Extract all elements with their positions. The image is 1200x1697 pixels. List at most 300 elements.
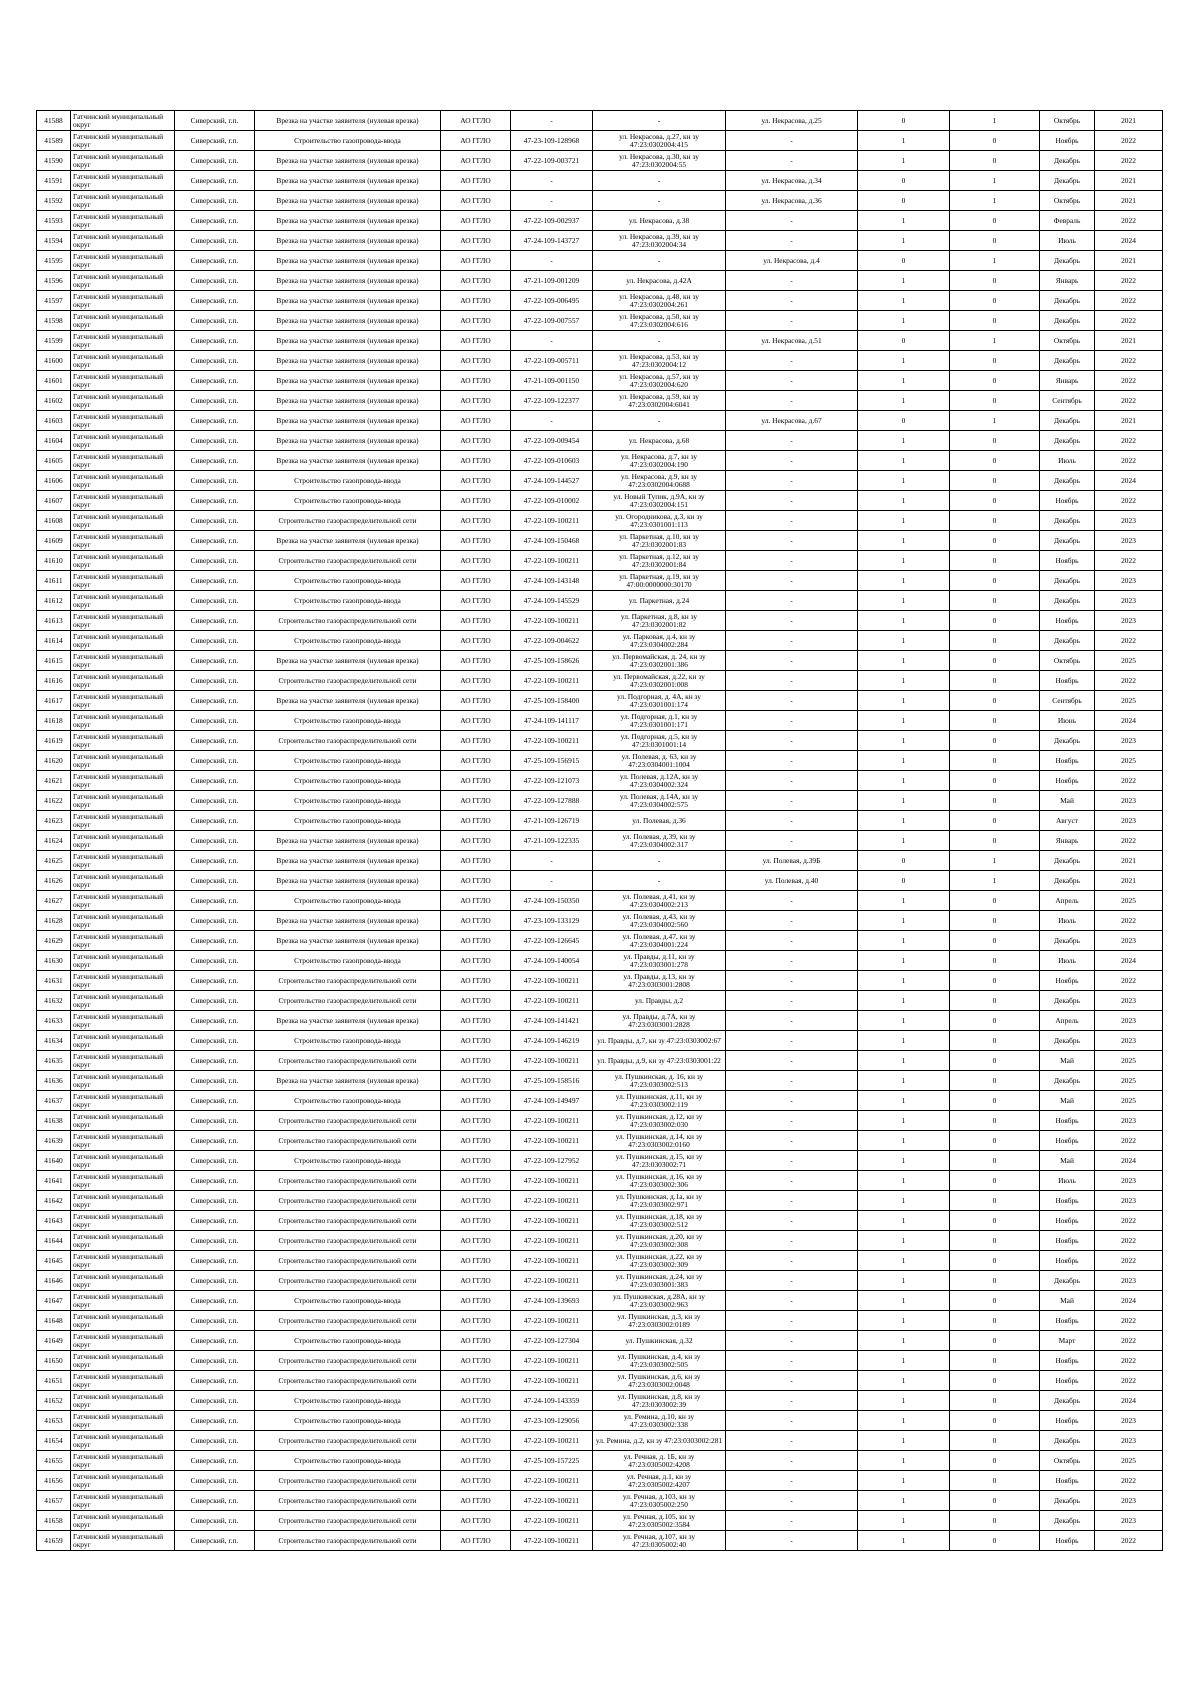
application-number-cell: 47-22-109-127888 xyxy=(511,791,593,811)
address-cell: - xyxy=(726,151,858,171)
address-cell: ул. Некрасова, д.51 xyxy=(726,331,858,351)
row-number-cell: 41643 xyxy=(37,1211,71,1231)
month-cell: Июль xyxy=(1040,451,1095,471)
address-cell: - xyxy=(726,791,858,811)
organization-cell: АО ГГЛО xyxy=(441,611,511,631)
zero-tap-count-cell: 0 xyxy=(950,1451,1040,1471)
settlement-cell: Сиверский, г.п. xyxy=(175,891,255,911)
settlement-cell: Сиверский, г.п. xyxy=(175,191,255,211)
address-cell: ул. Некрасова, д.25 xyxy=(726,111,858,131)
application-number-cell: 47-25-109-158516 xyxy=(511,1071,593,1091)
quantity-cell: 1 xyxy=(858,391,950,411)
zero-tap-count-cell: 0 xyxy=(950,531,1040,551)
quantity-cell: 1 xyxy=(858,591,950,611)
zero-tap-count-cell: 0 xyxy=(950,1271,1040,1291)
cadastral-address-cell: ул. Первомайская, д. 24, кн зу 47:23:0302001:386 xyxy=(593,651,726,671)
district-cell: Гатчинский муниципальный округ xyxy=(71,631,175,651)
row-number-cell: 41633 xyxy=(37,1011,71,1031)
quantity-cell: 1 xyxy=(858,991,950,1011)
row-number-cell: 41642 xyxy=(37,1191,71,1211)
district-cell: Гатчинский муниципальный округ xyxy=(71,1171,175,1191)
month-cell: Август xyxy=(1040,811,1095,831)
month-cell: Июнь xyxy=(1040,711,1095,731)
settlement-cell: Сиверский, г.п. xyxy=(175,1011,255,1031)
settlement-cell: Сиверский, г.п. xyxy=(175,911,255,931)
year-cell: 2022 xyxy=(1095,911,1163,931)
year-cell: 2023 xyxy=(1095,1511,1163,1531)
table-row xyxy=(37,1191,1163,1211)
table-row xyxy=(37,1211,1163,1231)
year-cell: 2022 xyxy=(1095,391,1163,411)
district-cell: Гатчинский муниципальный округ xyxy=(71,1091,175,1111)
year-cell: 2024 xyxy=(1095,471,1163,491)
address-cell: - xyxy=(726,1071,858,1091)
table-row xyxy=(37,751,1163,771)
quantity-cell: 1 xyxy=(858,1351,950,1371)
zero-tap-count-cell: 0 xyxy=(950,431,1040,451)
settlement-cell: Сиверский, г.п. xyxy=(175,1491,255,1511)
year-cell: 2022 xyxy=(1095,1531,1163,1551)
year-cell: 2023 xyxy=(1095,1191,1163,1211)
zero-tap-count-cell: 0 xyxy=(950,1531,1040,1551)
settlement-cell: Сиверский, г.п. xyxy=(175,1331,255,1351)
work-type-cell: Врезка на участке заявителя (нулевая врезка) xyxy=(255,931,441,951)
settlement-cell: Сиверский, г.п. xyxy=(175,791,255,811)
address-cell: - xyxy=(726,731,858,751)
application-number-cell: 47-22-109-100211 xyxy=(511,1371,593,1391)
year-cell: 2022 xyxy=(1095,1251,1163,1271)
year-cell: 2022 xyxy=(1095,971,1163,991)
table-row xyxy=(37,511,1163,531)
zero-tap-count-cell: 0 xyxy=(950,1151,1040,1171)
address-cell: - xyxy=(726,1171,858,1191)
address-cell: ул. Некрасова, д.67 xyxy=(726,411,858,431)
settlement-cell: Сиверский, г.п. xyxy=(175,491,255,511)
settlement-cell: Сиверский, г.п. xyxy=(175,651,255,671)
month-cell: Ноябрь xyxy=(1040,1191,1095,1211)
work-type-cell: Врезка на участке заявителя (нулевая врезка) xyxy=(255,191,441,211)
work-type-cell: Строительство газопровода-ввода xyxy=(255,1031,441,1051)
district-cell: Гатчинский муниципальный округ xyxy=(71,971,175,991)
quantity-cell: 0 xyxy=(858,251,950,271)
cadastral-address-cell: ул. Полевая, д.47, кн зу 47:23:0304001:224 xyxy=(593,931,726,951)
work-type-cell: Строительство газопровода-ввода xyxy=(255,711,441,731)
application-number-cell: 47-24-109-143359 xyxy=(511,1391,593,1411)
quantity-cell: 1 xyxy=(858,1451,950,1471)
settlement-cell: Сиверский, г.п. xyxy=(175,691,255,711)
month-cell: Декабрь xyxy=(1040,531,1095,551)
work-type-cell: Врезка на участке заявителя (нулевая врезка) xyxy=(255,1011,441,1031)
settlement-cell: Сиверский, г.п. xyxy=(175,1071,255,1091)
year-cell: 2022 xyxy=(1095,1371,1163,1391)
quantity-cell: 1 xyxy=(858,1251,950,1271)
work-type-cell: Врезка на участке заявителя (нулевая врезка) xyxy=(255,411,441,431)
zero-tap-count-cell: 0 xyxy=(950,591,1040,611)
year-cell: 2024 xyxy=(1095,951,1163,971)
address-cell: - xyxy=(726,1291,858,1311)
year-cell: 2023 xyxy=(1095,611,1163,631)
application-number-cell: 47-22-109-005711 xyxy=(511,351,593,371)
quantity-cell: 0 xyxy=(858,331,950,351)
settlement-cell: Сиверский, г.п. xyxy=(175,1091,255,1111)
district-cell: Гатчинский муниципальный округ xyxy=(71,1311,175,1331)
quantity-cell: 1 xyxy=(858,431,950,451)
month-cell: Ноябрь xyxy=(1040,1311,1095,1331)
month-cell: Январь xyxy=(1040,371,1095,391)
table-row xyxy=(37,211,1163,231)
zero-tap-count-cell: 0 xyxy=(950,771,1040,791)
address-cell: - xyxy=(726,971,858,991)
settlement-cell: Сиверский, г.п. xyxy=(175,751,255,771)
row-number-cell: 41659 xyxy=(37,1531,71,1551)
district-cell: Гатчинский муниципальный округ xyxy=(71,571,175,591)
cadastral-address-cell: - xyxy=(593,251,726,271)
zero-tap-count-cell: 0 xyxy=(950,651,1040,671)
address-cell: - xyxy=(726,1431,858,1451)
table-row xyxy=(37,851,1163,871)
year-cell: 2023 xyxy=(1095,531,1163,551)
settlement-cell: Сиверский, г.п. xyxy=(175,571,255,591)
application-number-cell: 47-22-109-100211 xyxy=(511,551,593,571)
address-cell: - xyxy=(726,511,858,531)
district-cell: Гатчинский муниципальный округ xyxy=(71,891,175,911)
table-row xyxy=(37,631,1163,651)
month-cell: Ноябрь xyxy=(1040,1131,1095,1151)
organization-cell: АО ГГЛО xyxy=(441,411,511,431)
district-cell: Гатчинский муниципальный округ xyxy=(71,131,175,151)
settlement-cell: Сиверский, г.п. xyxy=(175,1231,255,1251)
application-number-cell: 47-22-109-127304 xyxy=(511,1331,593,1351)
row-number-cell: 41628 xyxy=(37,911,71,931)
work-type-cell: Строительство газопровода-ввода xyxy=(255,1291,441,1311)
work-type-cell: Строительство газопровода-ввода xyxy=(255,471,441,491)
row-number-cell: 41620 xyxy=(37,751,71,771)
month-cell: Октябрь xyxy=(1040,111,1095,131)
zero-tap-count-cell: 0 xyxy=(950,951,1040,971)
application-number-cell: - xyxy=(511,871,593,891)
row-number-cell: 41623 xyxy=(37,811,71,831)
zero-tap-count-cell: 0 xyxy=(950,391,1040,411)
district-cell: Гатчинский муниципальный округ xyxy=(71,1411,175,1431)
address-cell: - xyxy=(726,351,858,371)
district-cell: Гатчинский муниципальный округ xyxy=(71,1391,175,1411)
table-row xyxy=(37,311,1163,331)
address-cell: - xyxy=(726,451,858,471)
year-cell: 2022 xyxy=(1095,1231,1163,1251)
cadastral-address-cell: ул. Паркетная, д.8, кн зу 47:23:0302001:82 xyxy=(593,611,726,631)
work-type-cell: Строительство газораспределительной сети xyxy=(255,1491,441,1511)
work-type-cell: Врезка на участке заявителя (нулевая врезка) xyxy=(255,171,441,191)
work-type-cell: Строительство газораспределительной сети xyxy=(255,1531,441,1551)
cadastral-address-cell: ул. Некрасова, д.57, кн зу 47:23:0302004:620 xyxy=(593,371,726,391)
settlement-cell: Сиверский, г.п. xyxy=(175,171,255,191)
application-number-cell: 47-22-109-004622 xyxy=(511,631,593,651)
quantity-cell: 0 xyxy=(858,871,950,891)
work-type-cell: Врезка на участке заявителя (нулевая врезка) xyxy=(255,291,441,311)
district-cell: Гатчинский муниципальный округ xyxy=(71,951,175,971)
work-type-cell: Строительство газораспределительной сети xyxy=(255,611,441,631)
zero-tap-count-cell: 0 xyxy=(950,1111,1040,1131)
cadastral-address-cell: - xyxy=(593,851,726,871)
organization-cell: АО ГГЛО xyxy=(441,451,511,471)
cadastral-address-cell: ул. Пушкинская, д.20, кн зу 47:23:0303002:308 xyxy=(593,1231,726,1251)
work-type-cell: Строительство газопровода-ввода xyxy=(255,571,441,591)
cadastral-address-cell: ул. Правды, д.2 xyxy=(593,991,726,1011)
settlement-cell: Сиверский, г.п. xyxy=(175,1311,255,1331)
year-cell: 2021 xyxy=(1095,331,1163,351)
organization-cell: АО ГГЛО xyxy=(441,751,511,771)
organization-cell: АО ГГЛО xyxy=(441,311,511,331)
month-cell: Октябрь xyxy=(1040,1451,1095,1471)
address-cell: - xyxy=(726,311,858,331)
cadastral-address-cell: ул. Пушкинская, д.16, кн зу 47:23:0303002:306 xyxy=(593,1171,726,1191)
row-number-cell: 41657 xyxy=(37,1491,71,1511)
year-cell: 2023 xyxy=(1095,1171,1163,1191)
address-cell: - xyxy=(726,1331,858,1351)
work-type-cell: Врезка на участке заявителя (нулевая врезка) xyxy=(255,391,441,411)
cadastral-address-cell: ул. Некрасова, д.42А xyxy=(593,271,726,291)
quantity-cell: 1 xyxy=(858,831,950,851)
month-cell: Декабрь xyxy=(1040,291,1095,311)
work-type-cell: Строительство газораспределительной сети xyxy=(255,1271,441,1291)
table-row xyxy=(37,711,1163,731)
address-cell: - xyxy=(726,1471,858,1491)
quantity-cell: 1 xyxy=(858,1131,950,1151)
year-cell: 2023 xyxy=(1095,1411,1163,1431)
district-cell: Гатчинский муниципальный округ xyxy=(71,551,175,571)
month-cell: Май xyxy=(1040,1151,1095,1171)
work-type-cell: Строительство газопровода-ввода xyxy=(255,951,441,971)
row-number-cell: 41640 xyxy=(37,1151,71,1171)
address-cell: - xyxy=(726,131,858,151)
zero-tap-count-cell: 0 xyxy=(950,931,1040,951)
row-number-cell: 41610 xyxy=(37,551,71,571)
table-row xyxy=(37,571,1163,591)
organization-cell: АО ГГЛО xyxy=(441,1171,511,1191)
address-cell: - xyxy=(726,691,858,711)
address-cell: - xyxy=(726,231,858,251)
row-number-cell: 41588 xyxy=(37,111,71,131)
zero-tap-count-cell: 0 xyxy=(950,351,1040,371)
cadastral-address-cell: ул. Подгорная, д.5, кн зу 47:23:0301001:14 xyxy=(593,731,726,751)
cadastral-address-cell: ул. Полевая, д.36 xyxy=(593,811,726,831)
year-cell: 2023 xyxy=(1095,1011,1163,1031)
settlement-cell: Сиверский, г.п. xyxy=(175,1111,255,1131)
row-number-cell: 41626 xyxy=(37,871,71,891)
district-cell: Гатчинский муниципальный округ xyxy=(71,271,175,291)
application-number-cell: - xyxy=(511,331,593,351)
table-row xyxy=(37,1171,1163,1191)
organization-cell: АО ГГЛО xyxy=(441,1331,511,1351)
settlement-cell: Сиверский, г.п. xyxy=(175,811,255,831)
application-number-cell: - xyxy=(511,851,593,871)
application-number-cell: 47-22-109-007557 xyxy=(511,311,593,331)
table-row xyxy=(37,411,1163,431)
organization-cell: АО ГГЛО xyxy=(441,1371,511,1391)
quantity-cell: 1 xyxy=(858,1091,950,1111)
application-number-cell: 47-22-109-100211 xyxy=(511,1491,593,1511)
organization-cell: АО ГГЛО xyxy=(441,331,511,351)
organization-cell: АО ГГЛО xyxy=(441,351,511,371)
organization-cell: АО ГГЛО xyxy=(441,971,511,991)
month-cell: Декабрь xyxy=(1040,431,1095,451)
year-cell: 2023 xyxy=(1095,571,1163,591)
organization-cell: АО ГГЛО xyxy=(441,951,511,971)
month-cell: Декабрь xyxy=(1040,411,1095,431)
address-cell: ул. Полевая, д.39Б xyxy=(726,851,858,871)
table-row xyxy=(37,811,1163,831)
table-row xyxy=(37,1091,1163,1111)
district-cell: Гатчинский муниципальный округ xyxy=(71,1491,175,1511)
year-cell: 2025 xyxy=(1095,891,1163,911)
zero-tap-count-cell: 1 xyxy=(950,871,1040,891)
work-type-cell: Врезка на участке заявителя (нулевая врезка) xyxy=(255,831,441,851)
zero-tap-count-cell: 0 xyxy=(950,1051,1040,1071)
quantity-cell: 1 xyxy=(858,751,950,771)
zero-tap-count-cell: 0 xyxy=(950,271,1040,291)
work-type-cell: Строительство газопровода-ввода xyxy=(255,631,441,651)
cadastral-address-cell: ул. Речная, д.1, кн зу 47:23:0305002:4207 xyxy=(593,1471,726,1491)
address-cell: - xyxy=(726,771,858,791)
work-type-cell: Строительство газораспределительной сети xyxy=(255,1111,441,1131)
district-cell: Гатчинский муниципальный округ xyxy=(71,431,175,451)
month-cell: Ноябрь xyxy=(1040,1211,1095,1231)
cadastral-address-cell: ул. Пушкинская, д.12, кн зу 47:23:0303002:030 xyxy=(593,1111,726,1131)
cadastral-address-cell: ул. Парковая, д.4, кн зу 47:23:0304002:284 xyxy=(593,631,726,651)
row-number-cell: 41627 xyxy=(37,891,71,911)
month-cell: Ноябрь xyxy=(1040,1531,1095,1551)
month-cell: Февраль xyxy=(1040,211,1095,231)
district-cell: Гатчинский муниципальный округ xyxy=(71,791,175,811)
zero-tap-count-cell: 0 xyxy=(950,1231,1040,1251)
work-type-cell: Врезка на участке заявителя (нулевая врезка) xyxy=(255,271,441,291)
quantity-cell: 1 xyxy=(858,1511,950,1531)
district-cell: Гатчинский муниципальный округ xyxy=(71,1291,175,1311)
address-cell: - xyxy=(726,1111,858,1131)
quantity-cell: 1 xyxy=(858,1491,950,1511)
zero-tap-count-cell: 0 xyxy=(950,1351,1040,1371)
organization-cell: АО ГГЛО xyxy=(441,1511,511,1531)
quantity-cell: 1 xyxy=(858,811,950,831)
work-type-cell: Строительство газопровода-ввода xyxy=(255,131,441,151)
settlement-cell: Сиверский, г.п. xyxy=(175,1351,255,1371)
month-cell: Декабрь xyxy=(1040,171,1095,191)
work-type-cell: Врезка на участке заявителя (нулевая врезка) xyxy=(255,151,441,171)
settlement-cell: Сиверский, г.п. xyxy=(175,391,255,411)
table-row xyxy=(37,1011,1163,1031)
row-number-cell: 41654 xyxy=(37,1431,71,1451)
row-number-cell: 41629 xyxy=(37,931,71,951)
work-type-cell: Строительство газопровода-ввода xyxy=(255,1451,441,1471)
settlement-cell: Сиверский, г.п. xyxy=(175,251,255,271)
row-number-cell: 41594 xyxy=(37,231,71,251)
row-number-cell: 41652 xyxy=(37,1391,71,1411)
organization-cell: АО ГГЛО xyxy=(441,531,511,551)
address-cell: - xyxy=(726,391,858,411)
work-type-cell: Строительство газораспределительной сети xyxy=(255,971,441,991)
organization-cell: АО ГГЛО xyxy=(441,371,511,391)
district-cell: Гатчинский муниципальный округ xyxy=(71,1051,175,1071)
district-cell: Гатчинский муниципальный округ xyxy=(71,591,175,611)
zero-tap-count-cell: 0 xyxy=(950,471,1040,491)
district-cell: Гатчинский муниципальный округ xyxy=(71,611,175,631)
work-type-cell: Врезка на участке заявителя (нулевая врезка) xyxy=(255,231,441,251)
zero-tap-count-cell: 0 xyxy=(950,551,1040,571)
quantity-cell: 1 xyxy=(858,1111,950,1131)
district-cell: Гатчинский муниципальный округ xyxy=(71,771,175,791)
month-cell: Декабрь xyxy=(1040,1511,1095,1531)
application-number-cell: 47-22-109-127952 xyxy=(511,1151,593,1171)
month-cell: Сентябрь xyxy=(1040,691,1095,711)
zero-tap-count-cell: 0 xyxy=(950,631,1040,651)
address-cell: ул. Некрасова, д.34 xyxy=(726,171,858,191)
quantity-cell: 1 xyxy=(858,731,950,751)
cadastral-address-cell: ул. Правды, д.11, кн зу 47:23:0303001:278 xyxy=(593,951,726,971)
zero-tap-count-cell: 0 xyxy=(950,1331,1040,1351)
address-cell: - xyxy=(726,1391,858,1411)
month-cell: Ноябрь xyxy=(1040,771,1095,791)
cadastral-address-cell: ул. Полевая, д.41, кн зу 47:23:0304002:213 xyxy=(593,891,726,911)
quantity-cell: 1 xyxy=(858,1471,950,1491)
year-cell: 2021 xyxy=(1095,411,1163,431)
organization-cell: АО ГГЛО xyxy=(441,1111,511,1131)
row-number-cell: 41624 xyxy=(37,831,71,851)
table-row xyxy=(37,351,1163,371)
application-number-cell: 47-22-109-100211 xyxy=(511,1431,593,1451)
application-number-cell: 47-24-109-150468 xyxy=(511,531,593,551)
quantity-cell: 1 xyxy=(858,771,950,791)
zero-tap-count-cell: 0 xyxy=(950,151,1040,171)
row-number-cell: 41602 xyxy=(37,391,71,411)
settlement-cell: Сиверский, г.п. xyxy=(175,951,255,971)
table-row xyxy=(37,1451,1163,1471)
application-number-cell: 47-23-109-129056 xyxy=(511,1411,593,1431)
quantity-cell: 1 xyxy=(858,691,950,711)
cadastral-address-cell: ул. Пушкинская, д.15, кн зу 47:23:0303002:71 xyxy=(593,1151,726,1171)
year-cell: 2022 xyxy=(1095,831,1163,851)
table-row xyxy=(37,1151,1163,1171)
row-number-cell: 41598 xyxy=(37,311,71,331)
address-cell: - xyxy=(726,491,858,511)
month-cell: Декабрь xyxy=(1040,151,1095,171)
quantity-cell: 1 xyxy=(858,1311,950,1331)
organization-cell: АО ГГЛО xyxy=(441,1131,511,1151)
district-cell: Гатчинский муниципальный округ xyxy=(71,1211,175,1231)
table-row xyxy=(37,971,1163,991)
application-number-cell: 47-22-109-006495 xyxy=(511,291,593,311)
month-cell: Декабрь xyxy=(1040,351,1095,371)
address-cell: - xyxy=(726,811,858,831)
settlement-cell: Сиверский, г.п. xyxy=(175,771,255,791)
zero-tap-count-cell: 0 xyxy=(950,571,1040,591)
row-number-cell: 41592 xyxy=(37,191,71,211)
zero-tap-count-cell: 0 xyxy=(950,1491,1040,1511)
district-cell: Гатчинский муниципальный округ xyxy=(71,1231,175,1251)
row-number-cell: 41646 xyxy=(37,1271,71,1291)
row-number-cell: 41621 xyxy=(37,771,71,791)
table-row xyxy=(37,911,1163,931)
zero-tap-count-cell: 0 xyxy=(950,1371,1040,1391)
document-page xyxy=(36,110,1162,1551)
organization-cell: АО ГГЛО xyxy=(441,651,511,671)
month-cell: Январь xyxy=(1040,271,1095,291)
organization-cell: АО ГГЛО xyxy=(441,171,511,191)
settlement-cell: Сиверский, г.п. xyxy=(175,1031,255,1051)
year-cell: 2022 xyxy=(1095,1471,1163,1491)
year-cell: 2022 xyxy=(1095,431,1163,451)
cadastral-address-cell: ул. Ремина, д.2, кн зу 47:23:0303002:281 xyxy=(593,1431,726,1451)
cadastral-address-cell: ул. Некрасова, д.59, кн зу 47:23:0302004:6041 xyxy=(593,391,726,411)
